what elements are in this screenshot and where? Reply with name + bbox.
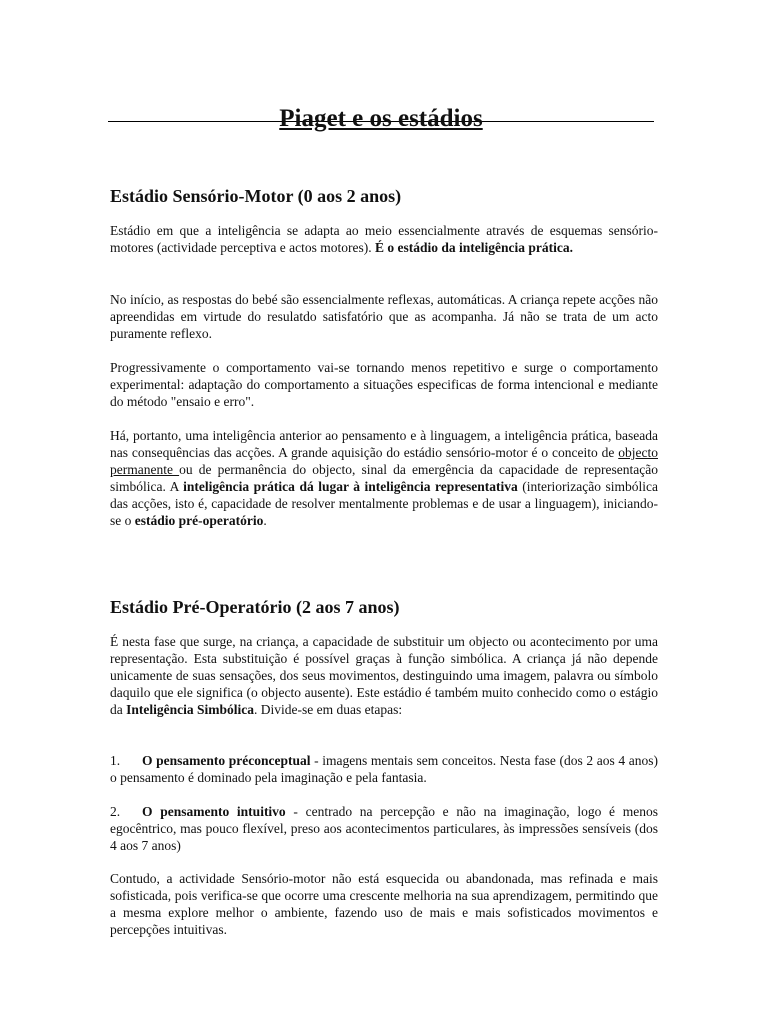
title-block (108, 102, 654, 138)
text: (interiorização simbólica das acções, isto é, capacidade de resolver mentalmente problemas e de usar a linguagem), iniciando-se o (110, 479, 658, 528)
bold-text: É o estádio da inteligência prática. (375, 240, 574, 255)
text: Estádio em que a inteligência se adapta ao meio essencialmente através de esquemas sensório-motores (actividade perceptiva e actos motores). (110, 223, 658, 255)
text: Há, portanto, uma inteligência anterior ao pensamento e à linguagem, a inteligência prática, baseada nas consequências das acções. A grande aquisição do estádio sensório-motor é o conceito de (110, 428, 658, 460)
text: . (263, 513, 267, 528)
bold-text: inteligência prática dá lugar à inteligência representativa (183, 479, 518, 494)
paragraph-sensorio-intro (110, 222, 658, 256)
text: - imagens mentais sem conceitos. Nesta fase (dos 2 aos 4 anos) o pensamento é dominado pela imaginação e pela fantasia. (110, 753, 658, 785)
document-title: Piaget e os estádios (279, 105, 483, 132)
bold-text: Inteligência Simbólica (126, 702, 254, 717)
list-number: 1. (110, 753, 121, 768)
paragraph-contudo: Contudo, a actividade Sensório-motor não está esquecida ou abandonada, mas refinada e mais sofisticada, pois verifica-se que ocorre uma crescente melhoria na sua aprendizagem, permitindo que a mesma explore melhor o ambiente, fazendo uso de mais e mais sofisticados movimentos e percepções intuitivas. (110, 871, 658, 937)
text: ou de permanência do objecto, sinal da emergência da capacidade de representação simbólica. A (110, 462, 658, 494)
section-heading-sensorio-motor: Estádio Sensório-Motor (0 aos 2 anos) (110, 186, 402, 206)
list-item-preconceptual (110, 752, 658, 786)
paragraph-inteligencia-pratica (110, 427, 658, 529)
list-number: 2. (110, 804, 121, 819)
text: É nesta fase que surge, na criança, a capacidade de substituir um objecto ou acontecimento por uma representação. Esta substituição é possível graças à função simbólica. A criança já não depende unicamente de suas sensações, dos seus movimentos, destinguindo uma imagem, palavra ou símbolo daquilo que ele significa (o objecto ausente). Este estádio é também muito conhecido como o estágio da (110, 634, 658, 717)
bold-text: estádio pré-operatório (134, 513, 264, 528)
list-item-intuitivo (110, 803, 658, 854)
bold-text: O pensamento préconceptual (142, 753, 311, 768)
section-heading-pre-operatorio: Estádio Pré-Operatório (2 aos 7 anos) (110, 597, 400, 617)
underlined-term: objecto permanente (110, 445, 658, 477)
paragraph-comportamento: Progressivamente o comportamento vai-se tornando menos repetitivo e surge o comportamento experimental: adaptação do comportamento a situações especificas de forma intencional e mediante do método "ensaio e erro". (110, 360, 658, 409)
paragraph-pre-operatorio-intro (110, 633, 658, 718)
text: . Divide-se em duas etapas: (254, 702, 403, 717)
bold-text: O pensamento intuitivo (142, 804, 286, 819)
text: - centrado na percepção e não na imaginação, logo é menos egocêntrico, mas pouco flexível, preso aos acontecimentos particulares, às impressões sensíveis (dos 4 aos 7 anos) (110, 804, 658, 853)
paragraph-reflexos: No início, as respostas do bebé são essencialmente reflexas, automáticas. A criança repete acções não apreendidas em virtude do resulatdo satisfatório que as acompanha. Já não se trata de um acto puramente reflexo. (110, 292, 658, 341)
